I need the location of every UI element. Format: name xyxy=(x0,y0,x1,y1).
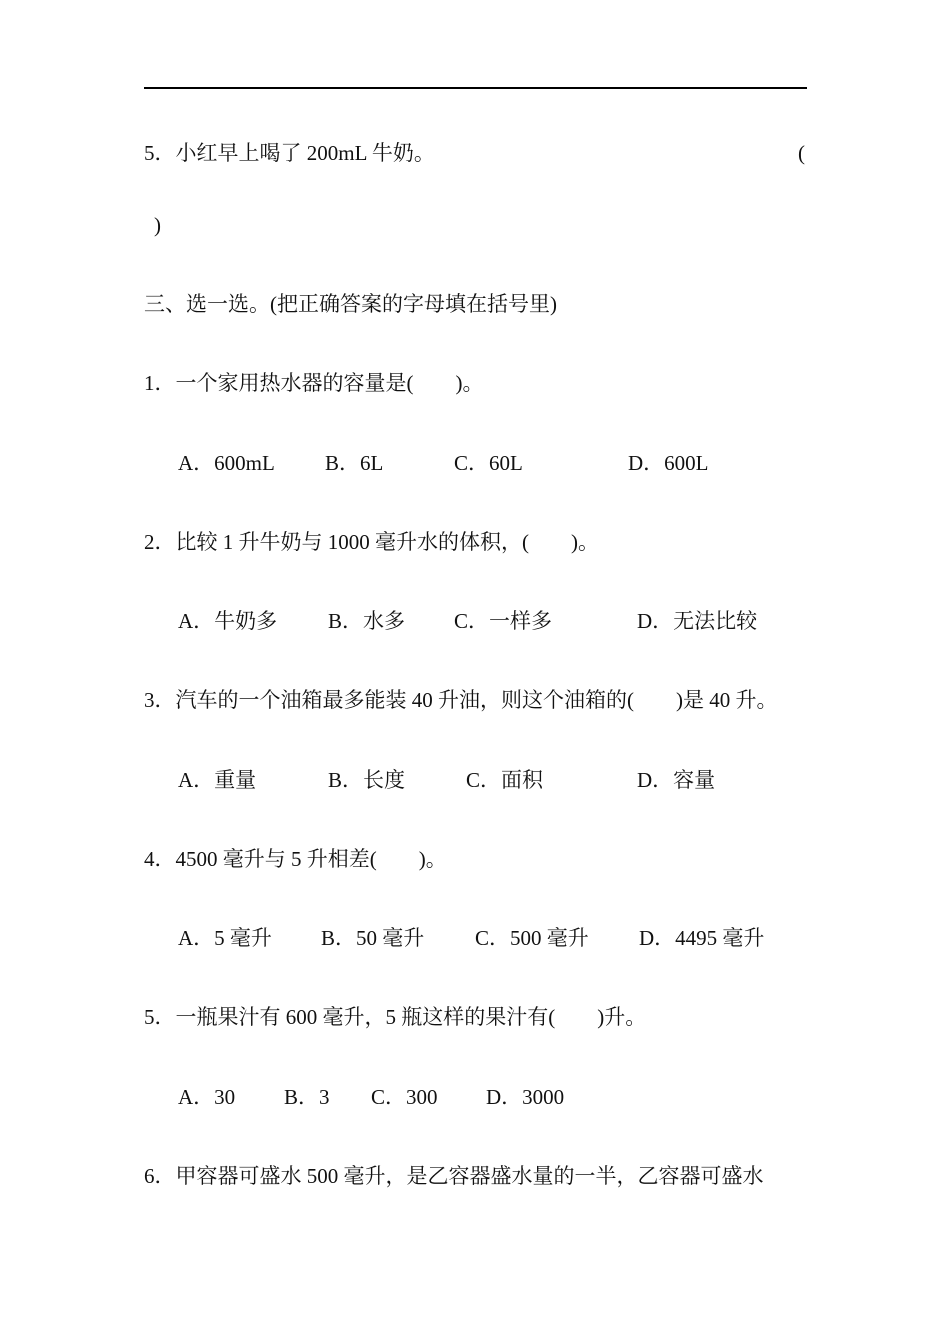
question-4-option-a: A．5 毫升 xyxy=(178,926,272,950)
question-1-stem: 1．一个家用热水器的容量是( )。 xyxy=(144,371,484,395)
answer-close-paren: ) xyxy=(154,213,161,237)
question-4-stem: 4．4500 毫升与 5 升相差( )。 xyxy=(144,847,447,871)
question-1-option-d: D．600L xyxy=(628,451,709,475)
question-4-option-d: D．4495 毫升 xyxy=(639,926,765,950)
question-5-option-d: D．3000 xyxy=(486,1085,565,1109)
question-3-option-a: A．重量 xyxy=(178,768,257,792)
question-5-option-a: A．30 xyxy=(178,1085,236,1109)
question-3-option-d: D．容量 xyxy=(637,768,716,792)
question-2-option-c: C．一样多 xyxy=(454,609,553,633)
question-5-stem: 5．一瓶果汁有 600 毫升，5 瓶这样的果汁有( )升。 xyxy=(144,1005,647,1029)
question-3-option-b: B．长度 xyxy=(328,768,406,792)
question-2-option-b: B．水多 xyxy=(328,609,406,633)
question-1-option-b: B．6L xyxy=(325,451,384,475)
question-5-option-c: C．300 xyxy=(371,1085,438,1109)
top-divider-line xyxy=(144,87,807,89)
judge-item-5: 5．小红早上喝了 200mL 牛奶。 xyxy=(144,141,435,165)
question-1-option-c: C．60L xyxy=(454,451,523,475)
question-2-stem: 2．比较 1 升牛奶与 1000 毫升水的体积，( )。 xyxy=(144,530,599,554)
question-6-stem: 6．甲容器可盛水 500 毫升，是乙容器盛水量的一半，乙容器可盛水 xyxy=(144,1164,764,1188)
question-1-option-a: A．600mL xyxy=(178,451,275,475)
question-2-option-d: D．无法比较 xyxy=(637,609,758,633)
question-3-stem: 3．汽车的一个油箱最多能装 40 升油，则这个油箱的( )是 40 升。 xyxy=(144,688,778,712)
question-2-option-a: A．牛奶多 xyxy=(178,609,278,633)
question-4-option-c: C．500 毫升 xyxy=(475,926,589,950)
question-3-option-c: C．面积 xyxy=(466,768,544,792)
answer-open-paren: ( xyxy=(798,141,805,165)
question-4-option-b: B．50 毫升 xyxy=(321,926,425,950)
section-3-heading: 三、选一选。(把正确答案的字母填在括号里) xyxy=(144,292,557,316)
question-5-option-b: B．3 xyxy=(284,1085,330,1109)
